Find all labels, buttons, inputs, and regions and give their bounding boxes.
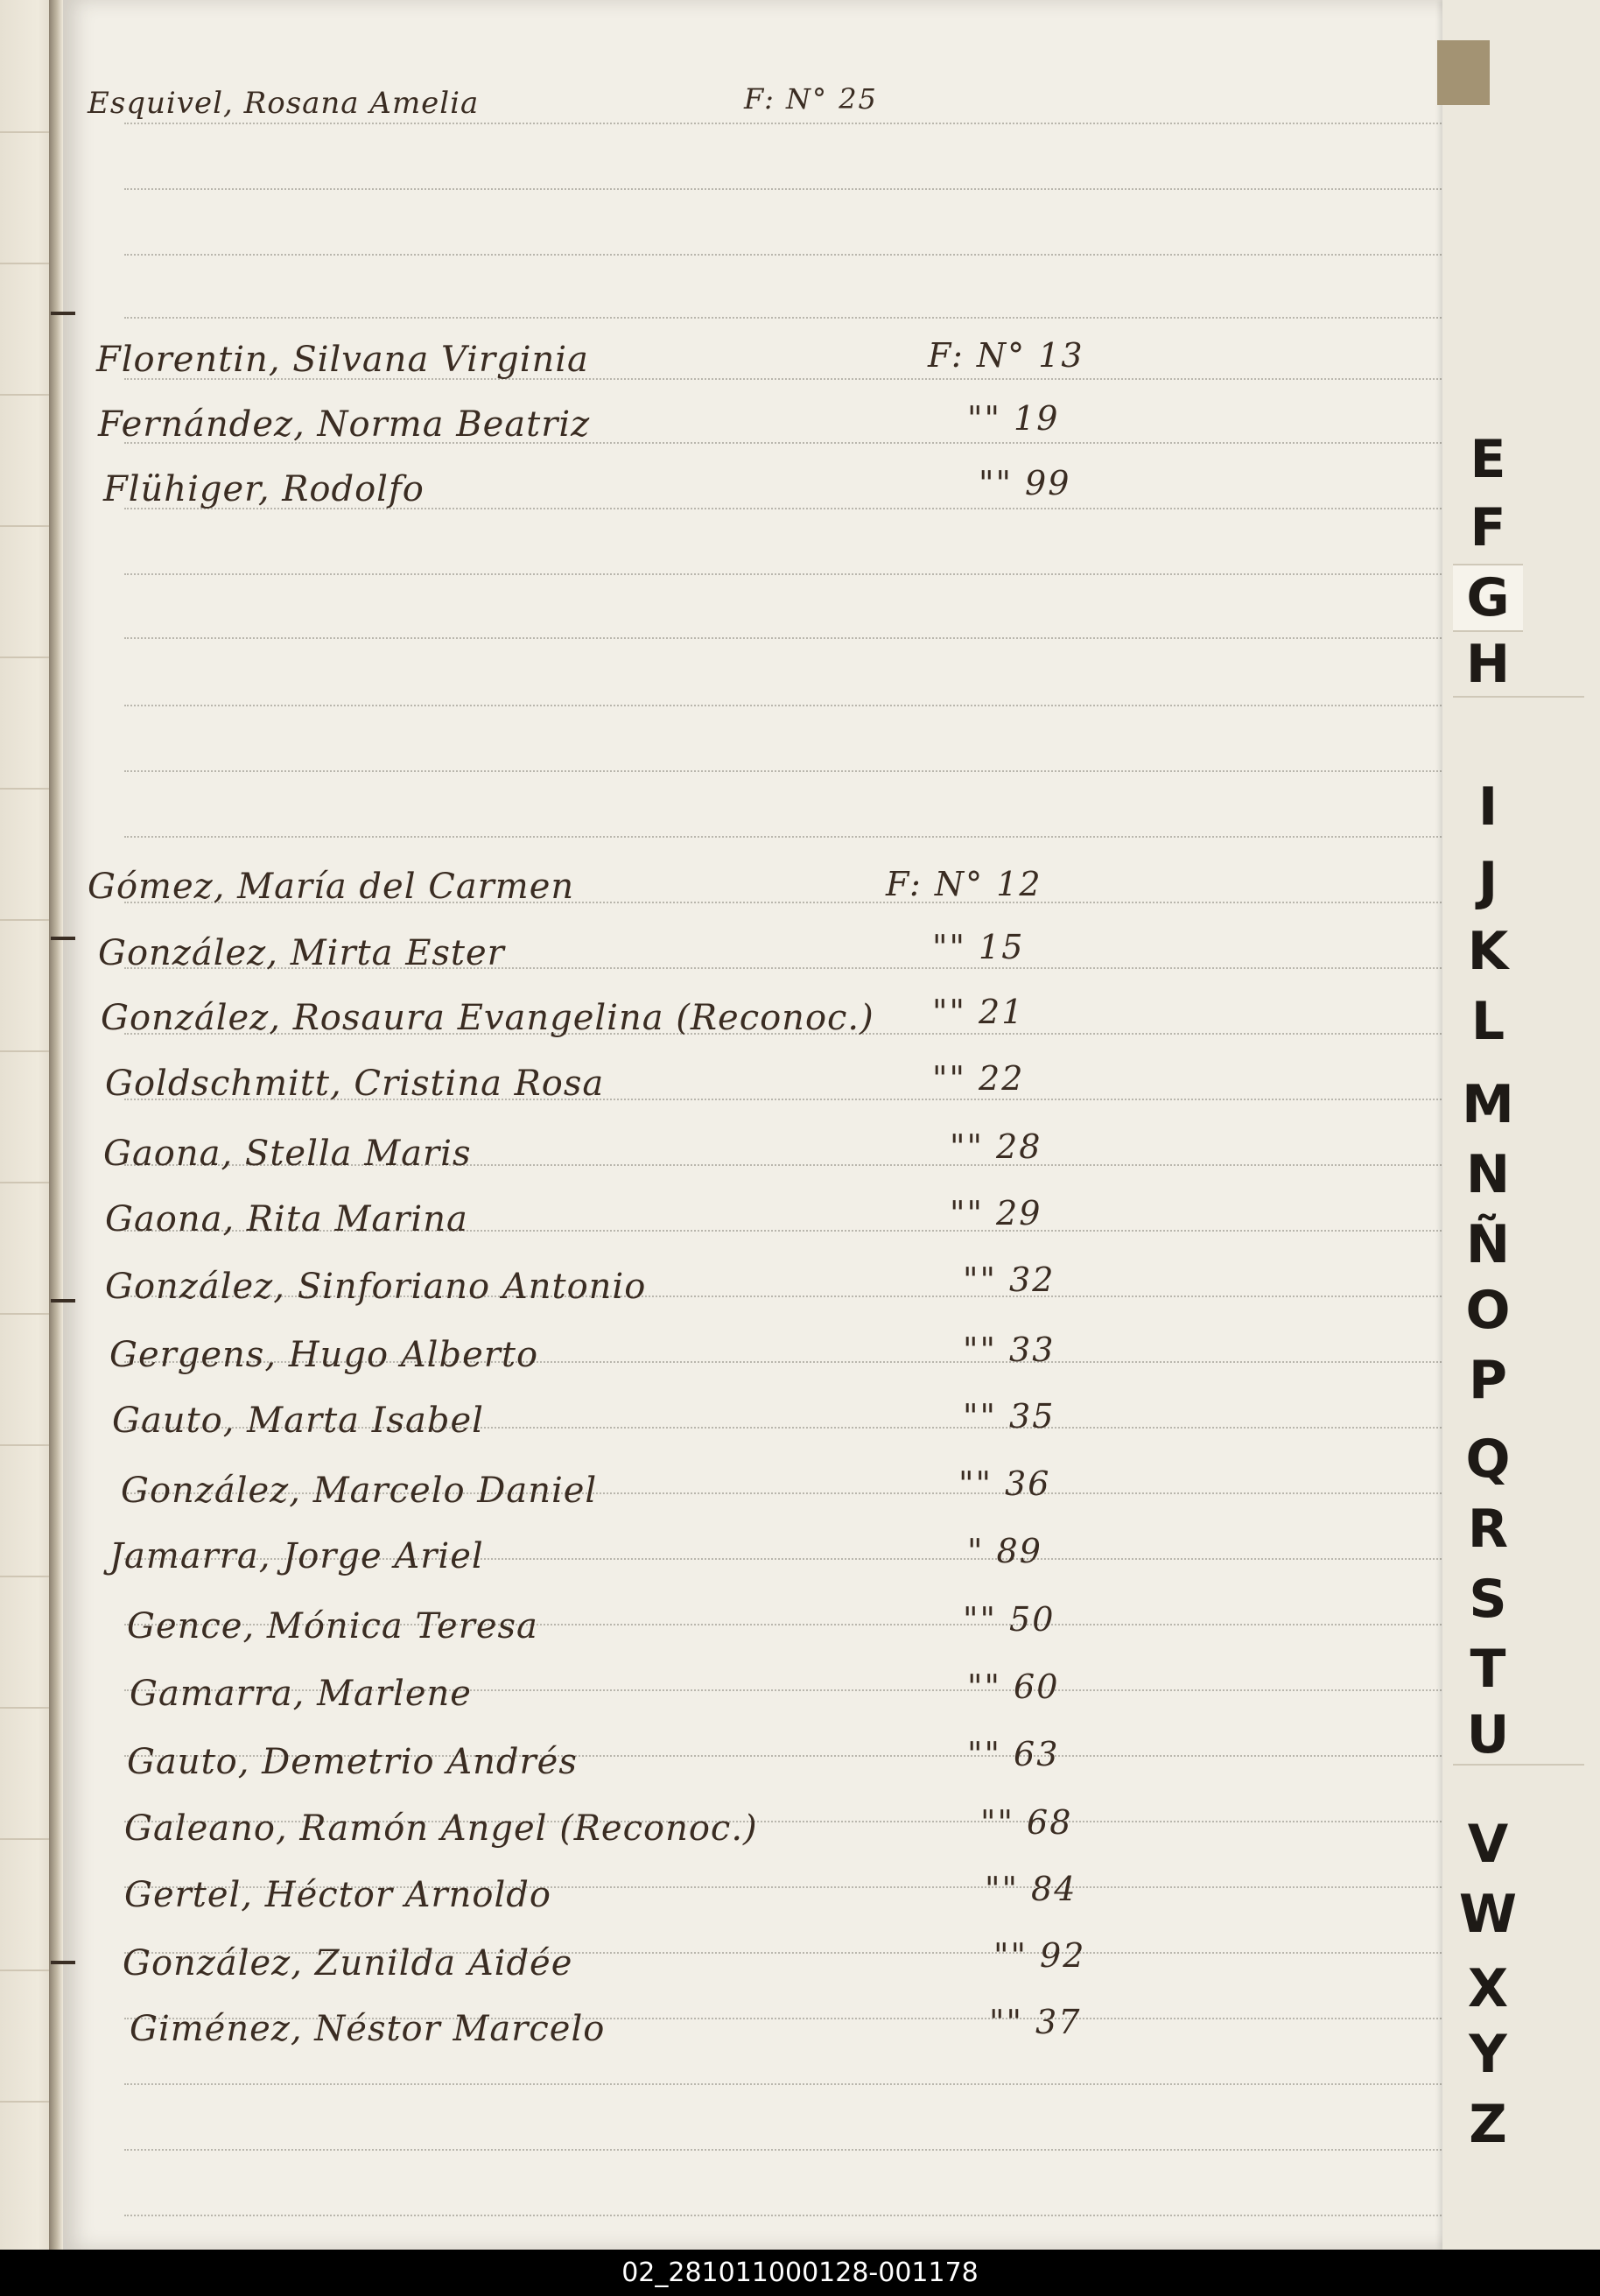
binding-stitch xyxy=(51,1299,75,1302)
entry-ref: "" 37 xyxy=(989,2003,1082,2041)
entry-name: Gergens, Hugo Alberto xyxy=(109,1335,539,1375)
entry-name: González, Sinforiano Antonio xyxy=(105,1267,647,1307)
entry-ref: "" 29 xyxy=(950,1194,1042,1232)
index-tab-r[interactable]: R xyxy=(1467,1499,1509,1560)
entry-ref: "" 19 xyxy=(967,399,1060,438)
entry-name: Florentin, Silvana Virginia xyxy=(96,340,589,380)
index-tab-z[interactable]: Z xyxy=(1469,2094,1507,2155)
entry-name: González, Marcelo Daniel xyxy=(121,1471,598,1511)
index-tab-v[interactable]: V xyxy=(1467,1814,1509,1875)
entry-name: Giménez, Néstor Marcelo xyxy=(130,2009,606,2049)
index-tab-n[interactable]: N xyxy=(1465,1144,1511,1205)
index-tab-y[interactable]: Y xyxy=(1469,2024,1507,2085)
entry-name: Fernández, Norma Beatriz xyxy=(98,404,591,445)
index-tab-f[interactable]: F xyxy=(1470,497,1506,558)
index-tab-q[interactable]: Q xyxy=(1465,1429,1511,1490)
entry-ref: "" 35 xyxy=(963,1397,1056,1436)
entry-name: Goldschmitt, Cristina Rosa xyxy=(105,1064,605,1104)
entry-ref: " 89 xyxy=(967,1532,1042,1570)
entry-ref: "" 68 xyxy=(980,1803,1073,1842)
entry-name: Gauto, Marta Isabel xyxy=(112,1401,484,1441)
entry-ref: F: N° 12 xyxy=(886,865,1042,903)
entry-ref: "" 99 xyxy=(979,464,1071,502)
entry-ref: "" 63 xyxy=(967,1735,1060,1773)
entry-name: Esquivel, Rosana Amelia xyxy=(88,86,480,121)
index-tab-s[interactable]: S xyxy=(1469,1569,1507,1630)
index-tab-u[interactable]: U xyxy=(1466,1704,1510,1766)
binding-stitch xyxy=(51,1961,75,1964)
entry-ref: "" 15 xyxy=(932,928,1025,966)
entry-ref: "" 33 xyxy=(963,1331,1056,1369)
entry-ref: "" 50 xyxy=(963,1600,1056,1639)
index-tab-x[interactable]: X xyxy=(1467,1958,1509,2019)
entry-ref: "" 60 xyxy=(967,1668,1060,1706)
entry-ref: F: N° 25 xyxy=(744,82,878,116)
entry-ref: "" 28 xyxy=(950,1127,1042,1166)
entry-name: González, Mirta Ester xyxy=(98,933,505,973)
index-tab-l[interactable]: L xyxy=(1470,991,1505,1052)
entry-name: Gómez, María del Carmen xyxy=(88,867,575,907)
index-tab-h[interactable]: H xyxy=(1465,634,1511,695)
entry-name: González, Zunilda Aidée xyxy=(123,1943,573,1984)
index-tab-w[interactable]: W xyxy=(1458,1884,1518,1945)
entry-ref: "" 32 xyxy=(963,1260,1056,1299)
index-tab-e[interactable]: E xyxy=(1470,429,1506,490)
entry-name: Gauto, Demetrio Andrés xyxy=(127,1742,578,1782)
entry-ref: "" 84 xyxy=(985,1870,1077,1908)
index-tab-t[interactable]: T xyxy=(1470,1639,1506,1700)
entry-ref: F: N° 13 xyxy=(928,336,1084,375)
index-tab-n-tilde[interactable]: Ñ xyxy=(1465,1214,1511,1275)
binding-stitch xyxy=(51,312,75,315)
page-binding xyxy=(49,0,63,2250)
entry-name: Galeano, Ramón Angel (Reconoc.) xyxy=(124,1808,758,1849)
index-tab-j[interactable]: J xyxy=(1477,851,1498,912)
index-tab-i[interactable]: I xyxy=(1477,776,1498,838)
entry-name: Gence, Mónica Teresa xyxy=(127,1606,538,1647)
entry-name: González, Rosaura Evangelina (Reconoc.) xyxy=(101,998,874,1038)
entry-ref: "" 22 xyxy=(932,1059,1025,1098)
entry-name: Gertel, Héctor Arnoldo xyxy=(124,1875,551,1915)
index-tab-p[interactable]: P xyxy=(1469,1350,1507,1411)
entry-name: Gamarra, Marlene xyxy=(130,1674,472,1714)
index-tab-m[interactable]: M xyxy=(1462,1074,1514,1135)
entry-ref: "" 21 xyxy=(932,993,1025,1031)
index-tab-o[interactable]: O xyxy=(1465,1280,1511,1341)
index-tab-g[interactable]: G xyxy=(1453,564,1523,632)
binding-stitch xyxy=(51,937,75,940)
index-tab-k[interactable]: K xyxy=(1467,921,1509,982)
entry-name: Gaona, Stella Maris xyxy=(103,1134,472,1174)
entry-ref: "" 36 xyxy=(958,1464,1051,1503)
corner-tab xyxy=(1437,40,1490,105)
entry-name: Jamarra, Jorge Ariel xyxy=(109,1536,484,1576)
entry-name: Gaona, Rita Marina xyxy=(105,1199,468,1239)
entry-name: Flühiger, Rodolfo xyxy=(103,469,425,509)
entry-ref: "" 92 xyxy=(993,1936,1086,1975)
image-id-label: 02_281011000128-001178 xyxy=(621,2257,979,2288)
